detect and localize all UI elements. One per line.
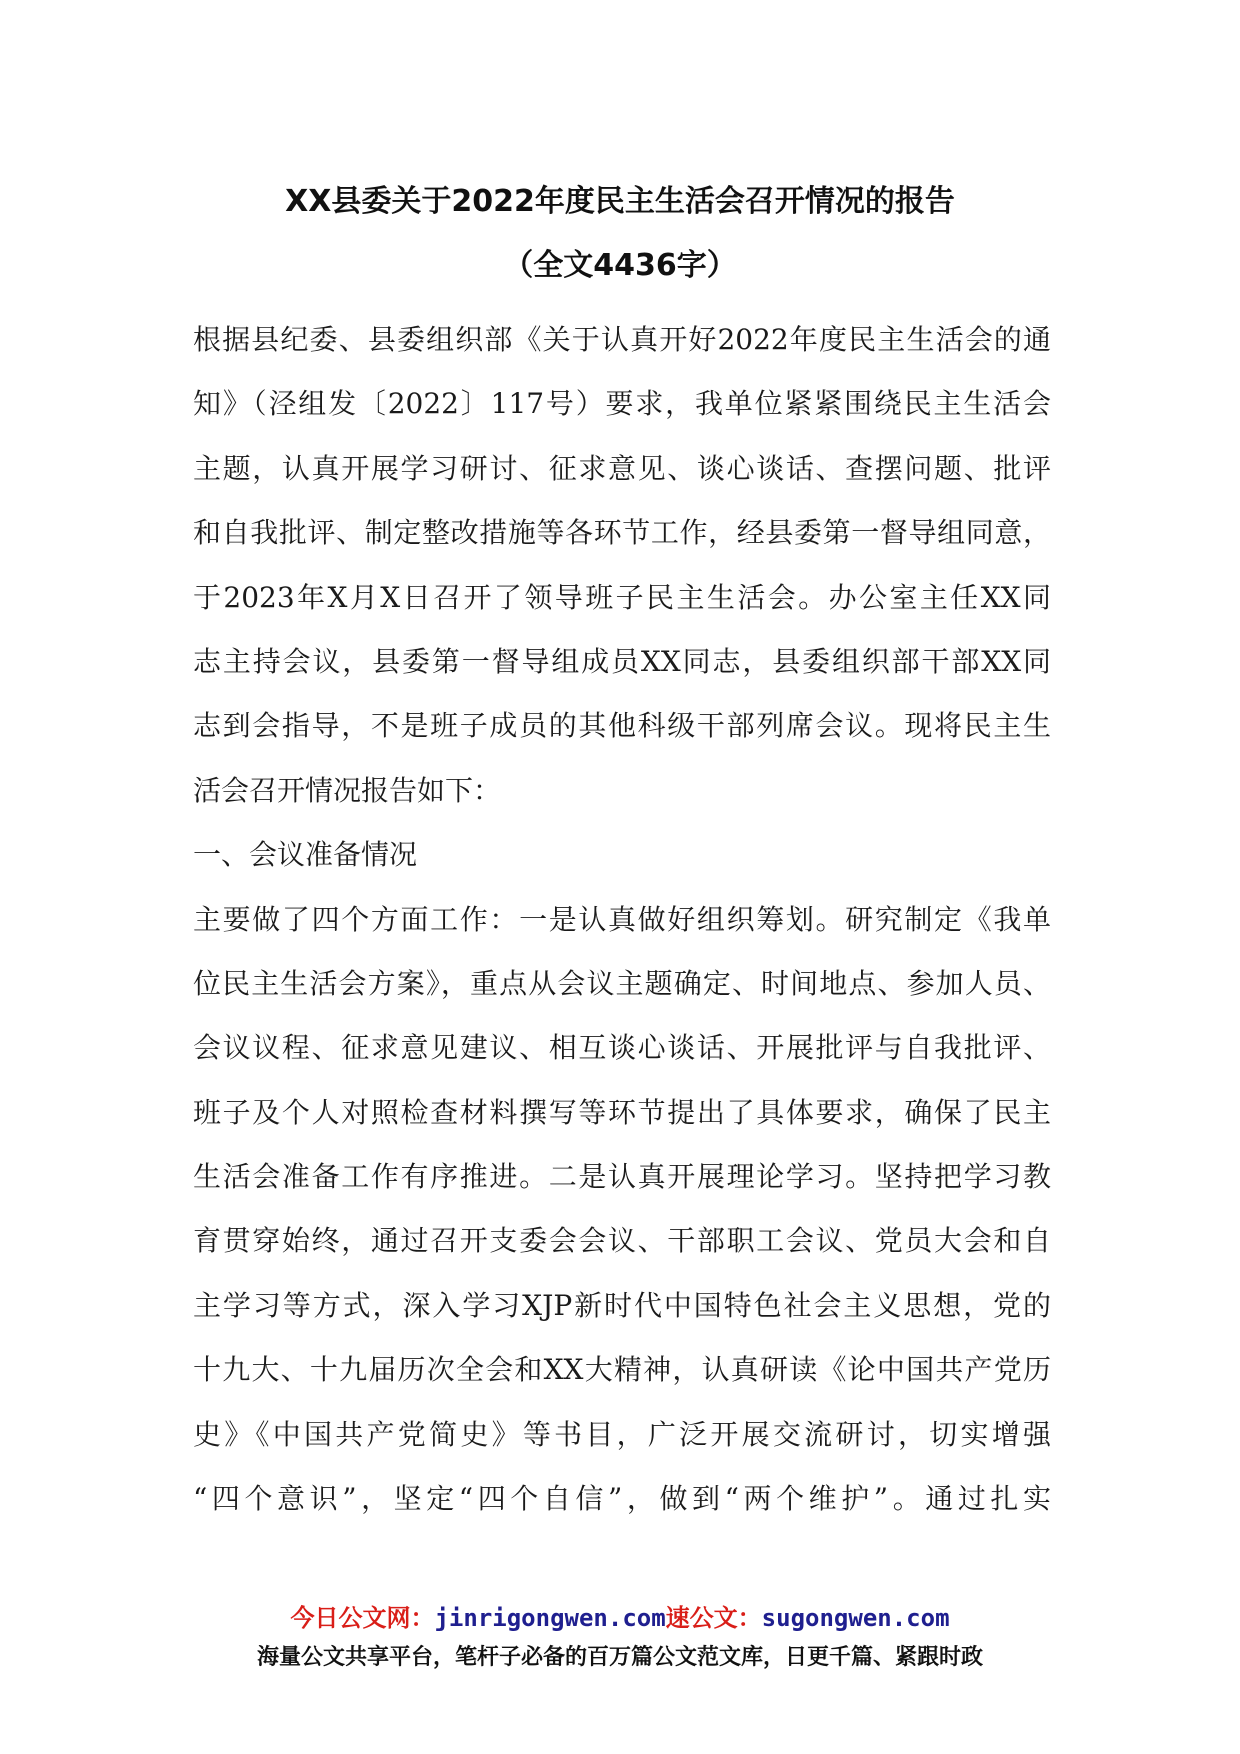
section-heading: 一、会议准备情况	[193, 838, 418, 872]
body-line: 史》《中国共产党简史》等书目，广泛开展交流研讨，切实增强	[193, 1417, 1051, 1451]
body-line: 主学习等方式，深入学习XJP新时代中国特色社会主义思想，党的	[193, 1288, 1051, 1322]
body-line: 主要做了四个方面工作：一是认真做好组织筹划。研究制定《我单	[193, 902, 1051, 936]
body-line: 根据县纪委、县委组织部《关于认真开好2022年度民主生活会的通	[193, 323, 1051, 356]
body-line: 主题，认真开展学习研讨、征求意见、谈心谈话、查摆问题、批评	[193, 451, 1051, 485]
document-title: XX县委关于2022年度民主生活会召开情况的报告	[285, 184, 955, 219]
body-line: 班子及个人对照检查材料撰写等环节提出了具体要求，确保了民主	[193, 1095, 1051, 1129]
site1-label: 今日公文网：	[290, 1604, 435, 1632]
document-body	[193, 308, 1051, 1531]
body-line: 活会召开情况报告如下：	[193, 773, 502, 807]
body-line: “四个意识”，坚定“四个自信”，做到“两个维护”。通过扎实	[193, 1482, 1051, 1516]
body-line: 十九大、十九届历次全会和XX大精神，认真研读《论中国共产党历	[193, 1353, 1051, 1387]
footer-slogan: 海量公文共享平台，笔杆子必备的百万篇公文范文库，日更千篇、紧跟时政	[256, 1645, 983, 1670]
body-line: 和自我批评、制定整改措施等各环节工作，经县委第一督导组同意，	[193, 516, 1051, 550]
body-line: 志主持会议，县委第一督导组成员XX同志，县委组织部干部XX同	[193, 644, 1051, 678]
site2-link[interactable]: sugongwen.com	[761, 1604, 950, 1632]
body-line: 会议议程、征求意见建议、相互谈心谈话、开展批评与自我批评、	[193, 1031, 1051, 1065]
footer-sites	[0, 1598, 1240, 1633]
body-line: 生活会准备工作有序推进。二是认真开展理论学习。坚持把学习教	[193, 1160, 1051, 1194]
body-line: 育贯穿始终，通过召开支委会会议、干部职工会议、党员大会和自	[193, 1224, 1051, 1258]
site1-link[interactable]: jinrigongwen.com	[434, 1604, 666, 1632]
body-line: 于2023年X月X日召开了领导班子民主生活会。办公室主任XX同	[193, 580, 1051, 614]
site2-label: 速公文：	[665, 1604, 762, 1632]
body-line: 志到会指导，不是班子成员的其他科级干部列席会议。现将民主生	[193, 709, 1051, 743]
body-line: 位民主生活会方案》，重点从会议主题确定、时间地点、参加人员、	[193, 966, 1051, 1000]
body-line: 知》（泾组发〔2022〕117号）要求，我单位紧紧围绕民主生活会	[193, 387, 1051, 421]
document-subtitle: （全文4436字）	[503, 248, 737, 283]
